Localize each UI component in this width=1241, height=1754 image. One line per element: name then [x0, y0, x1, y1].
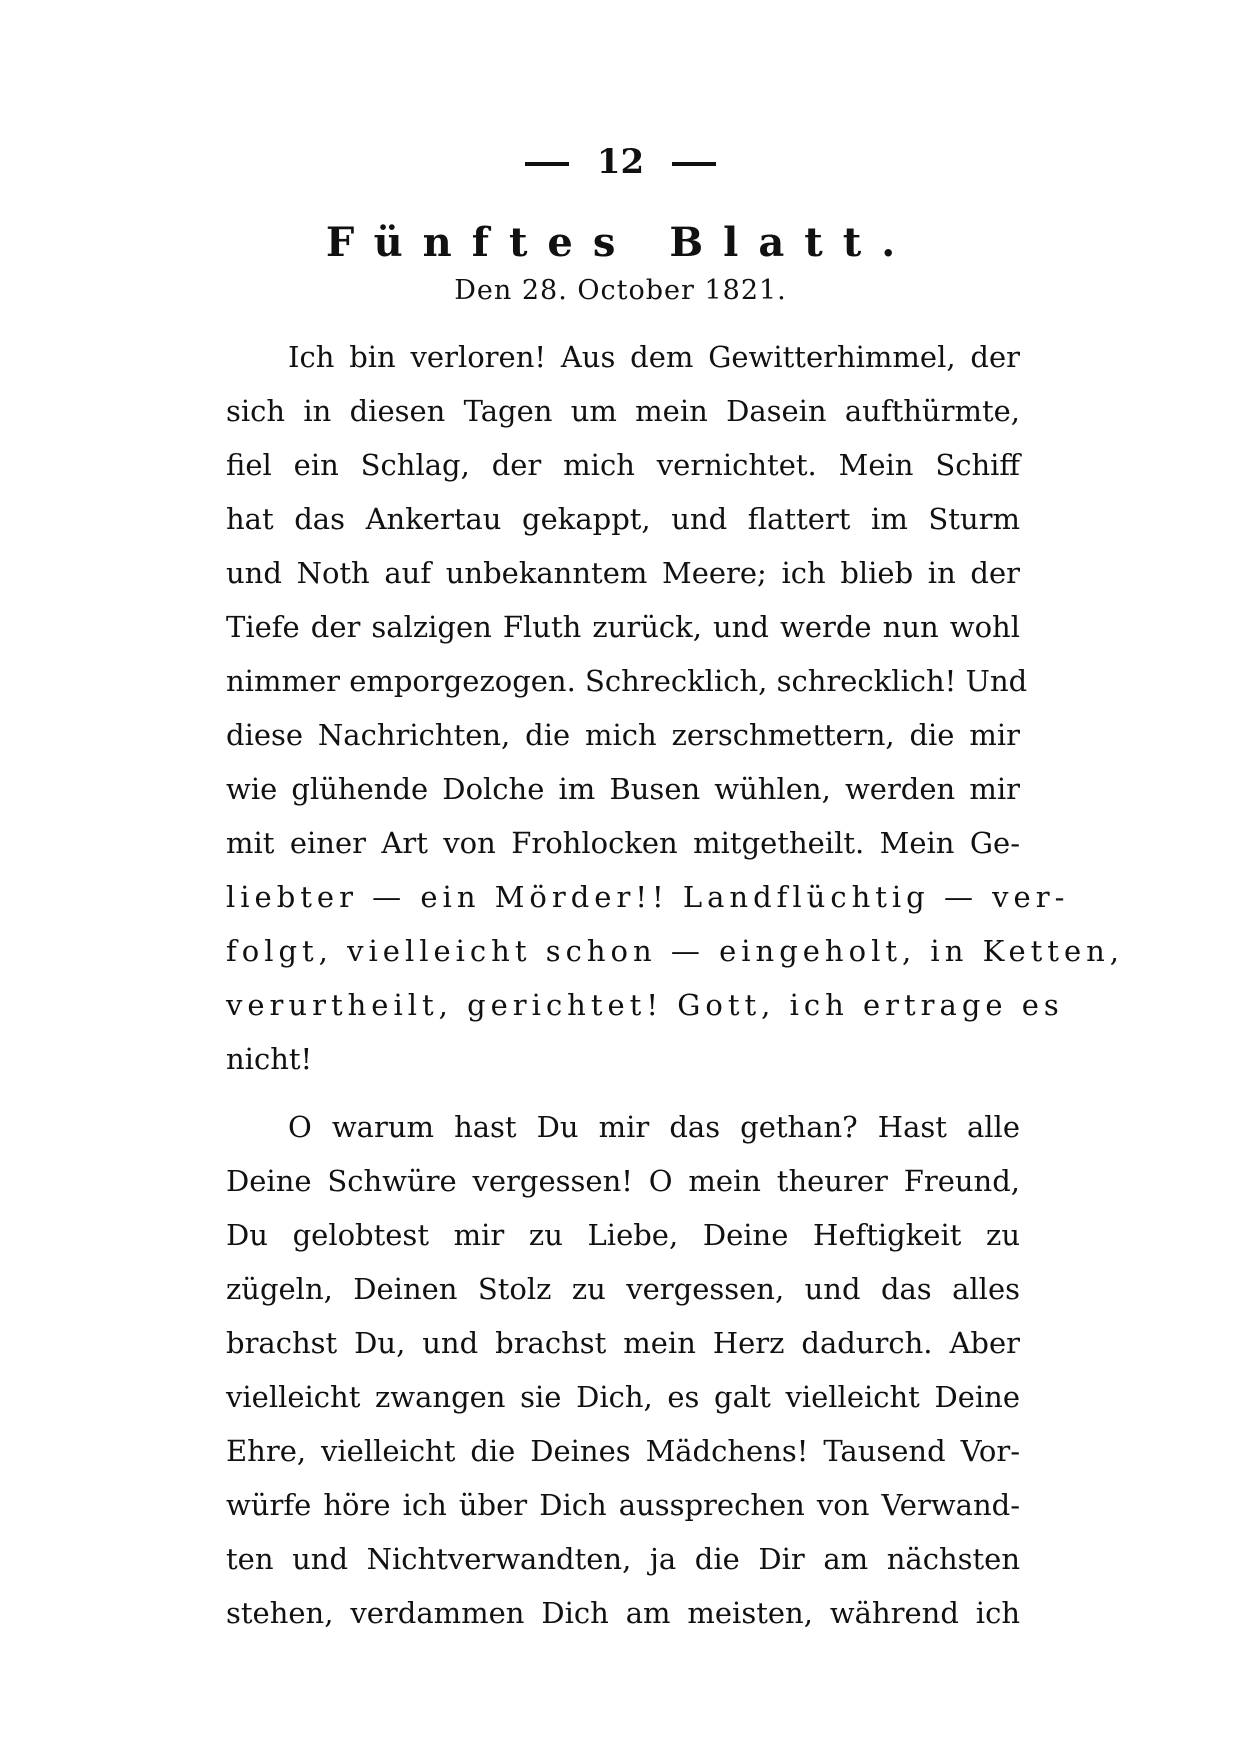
left-dash — [525, 162, 569, 166]
text-line: diese Nachrichten, die mich zerschmettern, die mir — [226, 718, 1020, 752]
paragraph-2 — [226, 1100, 1020, 1640]
text-line: hat das Ankertau gekappt, und flattert im Sturm — [226, 502, 1020, 536]
text-line: nimmer emporgezogen. Schrecklich, schrecklich! Und — [226, 664, 1028, 698]
text-line: O warum hast Du mir das gethan? Hast alle — [288, 1110, 1020, 1144]
text-line: Deine Schwüre vergessen! O mein theurer Freund, — [226, 1164, 1020, 1198]
right-dash — [672, 162, 716, 166]
text-line: Ich bin verloren! Aus dem Gewitterhimmel, der — [288, 340, 1020, 374]
text-line: zügeln, Deinen Stolz zu vergessen, und das alles — [226, 1272, 1020, 1306]
text-line: Du gelobtest mir zu Liebe, Deine Heftigkeit zu — [226, 1218, 1020, 1252]
text-line: nicht! — [226, 1042, 313, 1076]
text-line: Tiefe der salzigen Fluth zurück, und werde nun wohl — [226, 610, 1020, 644]
text-line: mit einer Art von Frohlocken mitgetheilt. Mein Ge- — [226, 826, 1020, 860]
text-line: verurtheilt, gerichtet! Gott, ich ertrage es — [226, 988, 1064, 1022]
body-text — [226, 330, 1125, 1640]
text-line: sich in diesen Tagen um mein Dasein aufthürmte, — [226, 394, 1020, 428]
text-line: Ehre, vielleicht die Deines Mädchens! Tausend Vor- — [226, 1434, 1020, 1468]
paragraph-1 — [226, 330, 1125, 1086]
text-line: wie glühende Dolche im Busen wühlen, werden mir — [226, 772, 1020, 806]
page-header — [0, 142, 1241, 182]
page-number: 12 — [596, 142, 645, 182]
text-line: ten und Nichtverwandten, ja die Dir am nächsten — [226, 1542, 1020, 1576]
paragraph-gap — [226, 1086, 1020, 1100]
text-line: fiel ein Schlag, der mich vernichtet. Mein Schiff — [226, 448, 1020, 482]
chapter-title: Fünftes Blatt. — [325, 219, 916, 266]
text-line: stehen, verdammen Dich am meisten, während ich — [226, 1596, 1020, 1630]
text-line: vielleicht zwangen sie Dich, es galt vielleicht Deine — [226, 1380, 1020, 1414]
letter-date: Den 28. October 1821. — [454, 275, 787, 306]
text-line: und Noth auf unbekanntem Meere; ich blieb in der — [226, 556, 1020, 590]
text-line: folgt, vielleicht schon — eingeholt, in Ketten, — [226, 934, 1125, 968]
text-line: würfe höre ich über Dich aussprechen von Verwand- — [226, 1488, 1020, 1522]
text-line: liebter — ein Mörder!! Landflüchtig — ver- — [226, 880, 1070, 914]
text-line: brachst Du, und brachst mein Herz dadurch. Aber — [226, 1326, 1020, 1360]
